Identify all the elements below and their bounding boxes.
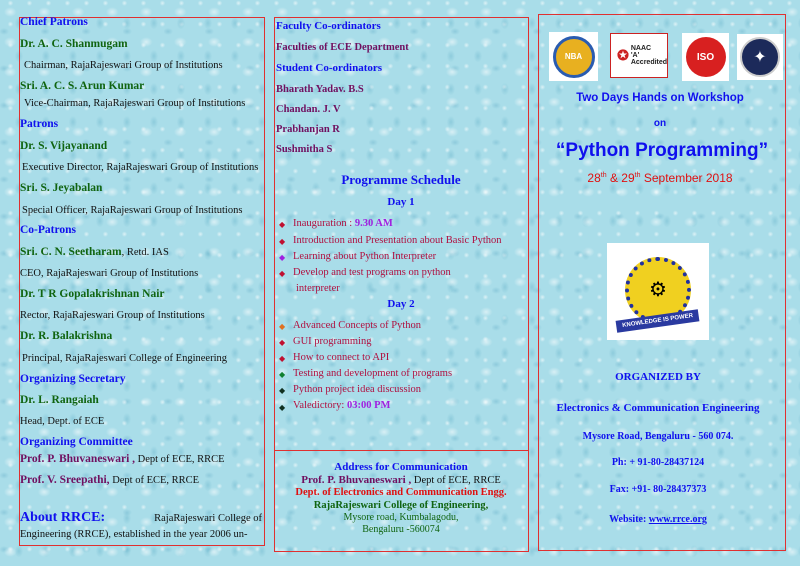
eagle-icon: ✦: [740, 37, 780, 77]
student-name: Prabhanjan R: [276, 124, 340, 135]
day2-heading: Day 2: [387, 298, 415, 310]
patron-role: Vice-Chairman, RajaRajeswari Group of Institutions: [24, 98, 246, 109]
schedule-item: GUI programming: [293, 336, 372, 347]
member-name: Prof. P. Bhuvaneswari ,: [20, 453, 136, 465]
faculty-coordinators-value: Faculties of ECE Department: [276, 42, 409, 53]
patron-name: Sri. S. Jeyabalan: [20, 182, 103, 194]
co-patrons-heading: Co-Patrons: [20, 224, 77, 236]
patron-name: Dr. A. C. Shanmugam: [20, 38, 128, 50]
patron-name: Dr. T R Gopalakrishnan Nair: [20, 288, 165, 300]
patron-role: Rector, RajaRajeswari Group of Institutions: [20, 310, 205, 321]
schedule-item: How to connect to API: [293, 352, 390, 363]
day1-heading: Day 1: [387, 196, 415, 208]
organizing-department: Electronics & Communication Engineering: [556, 402, 760, 414]
patron-name: Dr. R. Balakrishna: [20, 330, 113, 342]
committee-member: [20, 453, 225, 465]
schedule-item: Introduction and Presentation about Basic Python: [293, 235, 502, 246]
patron-name: Dr. S. Vijayanand: [20, 140, 108, 152]
bullet-icon: ◆: [279, 237, 286, 246]
address-college: RajaRajeswari College of Engineering,: [313, 500, 489, 511]
schedule-item: Learning about Python Interpreter: [293, 251, 437, 262]
organizer-phone: Ph: + 91-80-28437124: [611, 457, 705, 468]
bullet-icon: ◆: [279, 253, 286, 262]
patron-role: Principal, RajaRajeswari College of Engineering: [22, 353, 227, 364]
bullet-icon: ◆: [279, 370, 286, 379]
patron-role: Special Officer, RajaRajeswari Group of Institutions: [22, 205, 243, 216]
workshop-on: on: [653, 118, 667, 129]
organizer-address: Mysore Road, Bengaluru - 560 074.: [582, 431, 734, 442]
item-label: Inauguration :: [293, 218, 355, 229]
address-heading: Address for Communication: [334, 461, 468, 473]
patron-entry: [20, 246, 169, 258]
organizing-secretary-heading: Organizing Secretary: [20, 373, 126, 385]
secretary-name: Dr. L. Rangaiah: [20, 394, 99, 406]
organizing-committee-heading: Organizing Committee: [20, 436, 133, 448]
patron-suffix: , Retd. IAS: [121, 247, 169, 258]
patron-role: CEO, RajaRajeswari Group of Institutions: [20, 268, 199, 279]
schedule-item: [293, 400, 390, 411]
inauguration-time: 9.30 AM: [354, 218, 393, 229]
about-heading: About RRCE:: [20, 510, 106, 525]
address-contact: [301, 474, 501, 486]
workshop-title: “Python Programming”: [555, 140, 769, 161]
accreditation-seal-logo: [737, 34, 783, 80]
patron-role: Chairman, RajaRajeswari Group of Institutions: [24, 60, 223, 71]
chief-patrons-heading: Chief Patrons: [20, 16, 88, 28]
schedule-item: Advanced Concepts of Python: [293, 320, 422, 331]
organized-by-heading: ORGANIZED BY: [615, 371, 701, 383]
college-emblem-icon: ⚙: [625, 257, 691, 323]
member-role: Dept of ECE, RRCE: [112, 475, 200, 486]
bullet-icon: ◆: [279, 322, 286, 331]
college-motto: KNOWLEDGE IS POWER: [616, 309, 700, 332]
organizer-website: [609, 514, 707, 525]
member-name: Prof. V. Sreepathi,: [20, 474, 110, 486]
patron-role: Executive Director, RajaRajeswari Group of Institutions: [22, 162, 259, 173]
faculty-coordinators-heading: Faculty Co-ordinators: [276, 20, 381, 32]
nba-logo: [549, 32, 598, 81]
patrons-panel: [19, 17, 265, 546]
programme-schedule-title: Programme Schedule: [341, 172, 461, 187]
contact-name: Prof. P. Bhuvaneswari ,: [301, 474, 412, 486]
schedule-item-continuation: interpreter: [296, 283, 340, 294]
iso-seal: ISO: [686, 37, 726, 77]
member-role: Dept of ECE, RRCE: [137, 454, 225, 465]
bullet-icon: ◆: [279, 220, 286, 229]
website-link[interactable]: www.rrce.org: [648, 514, 707, 525]
about-text: Engineering (RRCE), established in the year 2006 un-: [20, 529, 248, 540]
patron-name: Sri. A. C. S. Arun Kumar: [20, 80, 145, 92]
organizer-fax: Fax: +91- 80-28437373: [609, 484, 707, 495]
date-suffix: th: [600, 172, 607, 179]
date-day: & 29: [606, 171, 635, 185]
schedule-item: Python project idea discussion: [293, 384, 422, 395]
workshop-dates: [587, 171, 732, 185]
address-dept: Dept. of Electronics and Communication Engg.: [295, 487, 507, 498]
date-month-year: September 2018: [640, 171, 733, 185]
student-name: Bharath Yadav. B.S: [276, 84, 364, 95]
contact-dept: Dept of ECE, RRCE: [411, 475, 501, 486]
iso-logo: [682, 33, 729, 81]
naac-emblem-icon: ✪: [617, 47, 629, 63]
address-line: Mysore road, Kumbalagodu,: [343, 512, 459, 523]
student-coordinators-heading: Student Co-ordinators: [276, 62, 383, 74]
college-logo: [607, 243, 709, 340]
date-day: 28: [587, 171, 601, 185]
about-text: RajaRajeswari College of: [154, 513, 262, 524]
bullet-icon: ◆: [279, 354, 286, 363]
nba-seal: NBA: [553, 36, 595, 78]
secretary-role: Head, Dept. of ECE: [20, 416, 105, 427]
student-name: Sushmitha S: [276, 144, 333, 155]
bullet-icon: ◆: [279, 403, 286, 412]
schedule-item: Develop and test programs on python: [293, 267, 451, 278]
patrons-heading: Patrons: [20, 118, 59, 130]
schedule-item: Testing and development of programs: [293, 368, 453, 379]
committee-member: [20, 474, 199, 486]
valedictory-time: 03:00 PM: [346, 400, 391, 411]
workshop-subtitle: Two Days Hands on Workshop: [576, 92, 744, 104]
naac-label: NAAC 'A' Accredited: [630, 45, 668, 66]
schedule-item: [293, 218, 393, 229]
address-line: Bengaluru -560074: [362, 524, 440, 535]
naac-logo: [610, 33, 668, 78]
student-name: Chandan. J. V: [276, 104, 341, 115]
website-label: Website:: [609, 514, 649, 525]
item-label: Valedictory:: [293, 400, 347, 411]
bullet-icon: ◆: [279, 386, 286, 395]
date-suffix: th: [634, 172, 641, 179]
bullet-icon: ◆: [279, 269, 286, 278]
bullet-icon: ◆: [279, 338, 286, 347]
patron-name: Sri. C. N. Seetharam: [20, 246, 122, 258]
